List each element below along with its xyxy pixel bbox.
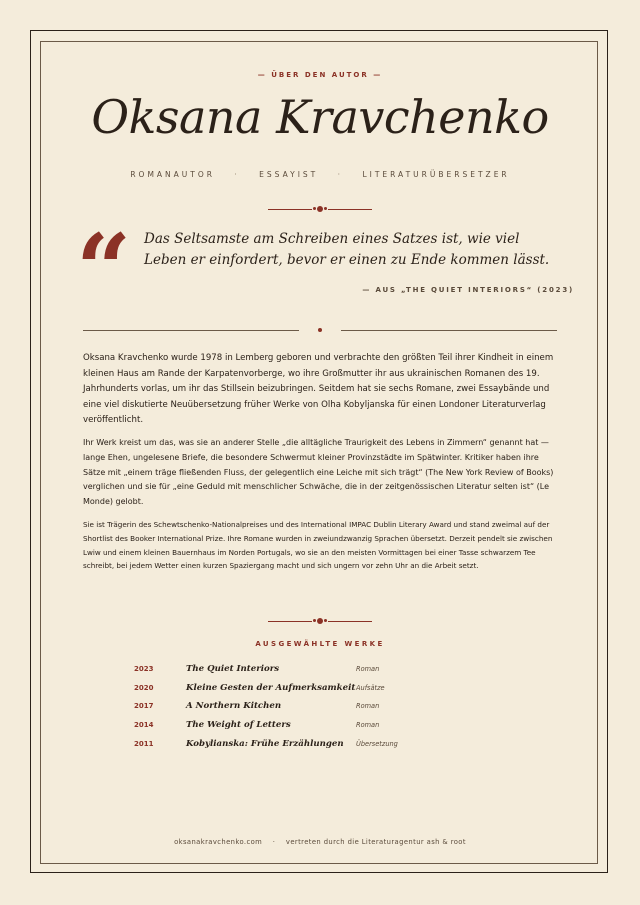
work-item: [134, 737, 514, 756]
bio-paragraph-2: Ihr Werk kreist um das, was sie an anderer Stelle „die alltägliche Traurigkeit des Lebens in Zimmern“ genannt hat — lange Ehen, ungelesene Briefe, die besondere Schwermut kleiner Provinzstädte im Spätwinter. Kritiker haben ihre Sätze mit „einem träge fließenden Fluss, der gelegentlich eine Leiche mit sich trägt“ (The New York Review of Books) verglichen und sie für „eine Geduld mit menschlicher Schwäche, die in der zeitgenössischen Literatur selten ist“ (Le Monde) gelobt.: [83, 438, 554, 507]
work-item: [134, 699, 514, 718]
work-type: Roman: [356, 665, 380, 673]
role-separator: ·: [234, 170, 240, 179]
work-title: Kobylianska: Frühe Erzählungen: [186, 738, 344, 749]
role-translator: LITERATURÜBERSETZER: [362, 170, 510, 179]
eyebrow-label: — ÜBER DEN AUTOR —: [257, 71, 383, 79]
footer-website: oksanakravchenko.com: [174, 838, 263, 846]
role-essayist: ESSAYIST: [259, 170, 319, 179]
ornament-divider-top: [268, 205, 372, 213]
work-type: Roman: [356, 702, 380, 711]
work-title: The Quiet Interiors: [186, 664, 280, 674]
work-item: [134, 681, 514, 700]
work-title: The Weight of Letters: [186, 720, 291, 731]
work-item: [134, 662, 514, 681]
work-year: 2020: [134, 683, 154, 692]
section-divider-right: [341, 330, 557, 331]
works-list: [134, 662, 514, 755]
work-type: Übersetzung: [356, 739, 398, 748]
bio-paragraph-1: Oksana Kravchenko wurde 1978 in Lemberg geboren und verbrachte den größten Teil ihrer Kindheit in einem kleinen Haus am Rande der Karpatenvorberge, wo ihre Großmutter ihr aus ukrainischen Romanen des 19. Jahrhunderts vorlas, um ihr das Stillsein beizubringen. Seitdem hat sie sechs Romane, zwei Essaybände und eine viel diskutierte Neuübersetzung früher Werke von Olha Kobyljanska für einen Londoner Literaturverlag veröffentlicht.: [83, 353, 554, 426]
pull-quote-source: — AUS „THE QUIET INTERIORS“ (2023): [362, 286, 574, 294]
section-divider-dot: [318, 328, 322, 332]
work-type: Roman: [356, 721, 380, 730]
footer: [0, 838, 640, 846]
pull-quote-text: Das Seltsamste am Schreiben eines Satzes ist, wie viel Leben er einfordert, bevor er einen zu Ende kommen lässt.: [144, 231, 550, 268]
work-year: 2014: [134, 721, 154, 730]
bio-paragraph-3: Sie ist Trägerin des Schewtschenko-Nationalpreises und des International IMPAC Dublin Literary Award und stand zweimal auf der Shortlist des Booker International Prize. Ihre Romane wurden in zweiundzwanzig Sprachen übersetzt. Derzeit pendelt sie zwischen Lwiw und einem kleinen Bauernhaus im Norden Portugals, wo sie an den meisten Vormittagen bei einer Tasse schwarzem Tee schreibt, bei jedem Wetter einen kurzen Spaziergang macht und sich ungern vor zehn Uhr an die Arbeit setzt.: [83, 520, 553, 571]
work-year: 2017: [134, 702, 154, 711]
work-title: A Northern Kitchen: [186, 701, 282, 712]
work-year: 2023: [134, 665, 154, 673]
work-year: 2011: [134, 739, 154, 748]
role-novelist: ROMANAUTOR: [130, 170, 215, 179]
ornament-divider-works: [268, 617, 372, 625]
quote-mark-icon: “: [76, 213, 132, 326]
role-separator: ·: [337, 170, 344, 179]
work-item: [134, 718, 514, 737]
roles-line: [0, 170, 640, 179]
work-type: Aufsätze: [356, 683, 385, 692]
footer-agency: vertreten durch die Literaturagentur ash & root: [285, 838, 466, 846]
works-heading: AUSGEWÄHLTE WERKE: [255, 640, 385, 648]
author-name: Oksana Kravchenko: [91, 90, 549, 144]
footer-separator: ·: [272, 838, 276, 846]
section-divider-left: [83, 330, 299, 331]
work-title: Kleine Gesten der Aufmerksamkeit: [186, 682, 356, 693]
